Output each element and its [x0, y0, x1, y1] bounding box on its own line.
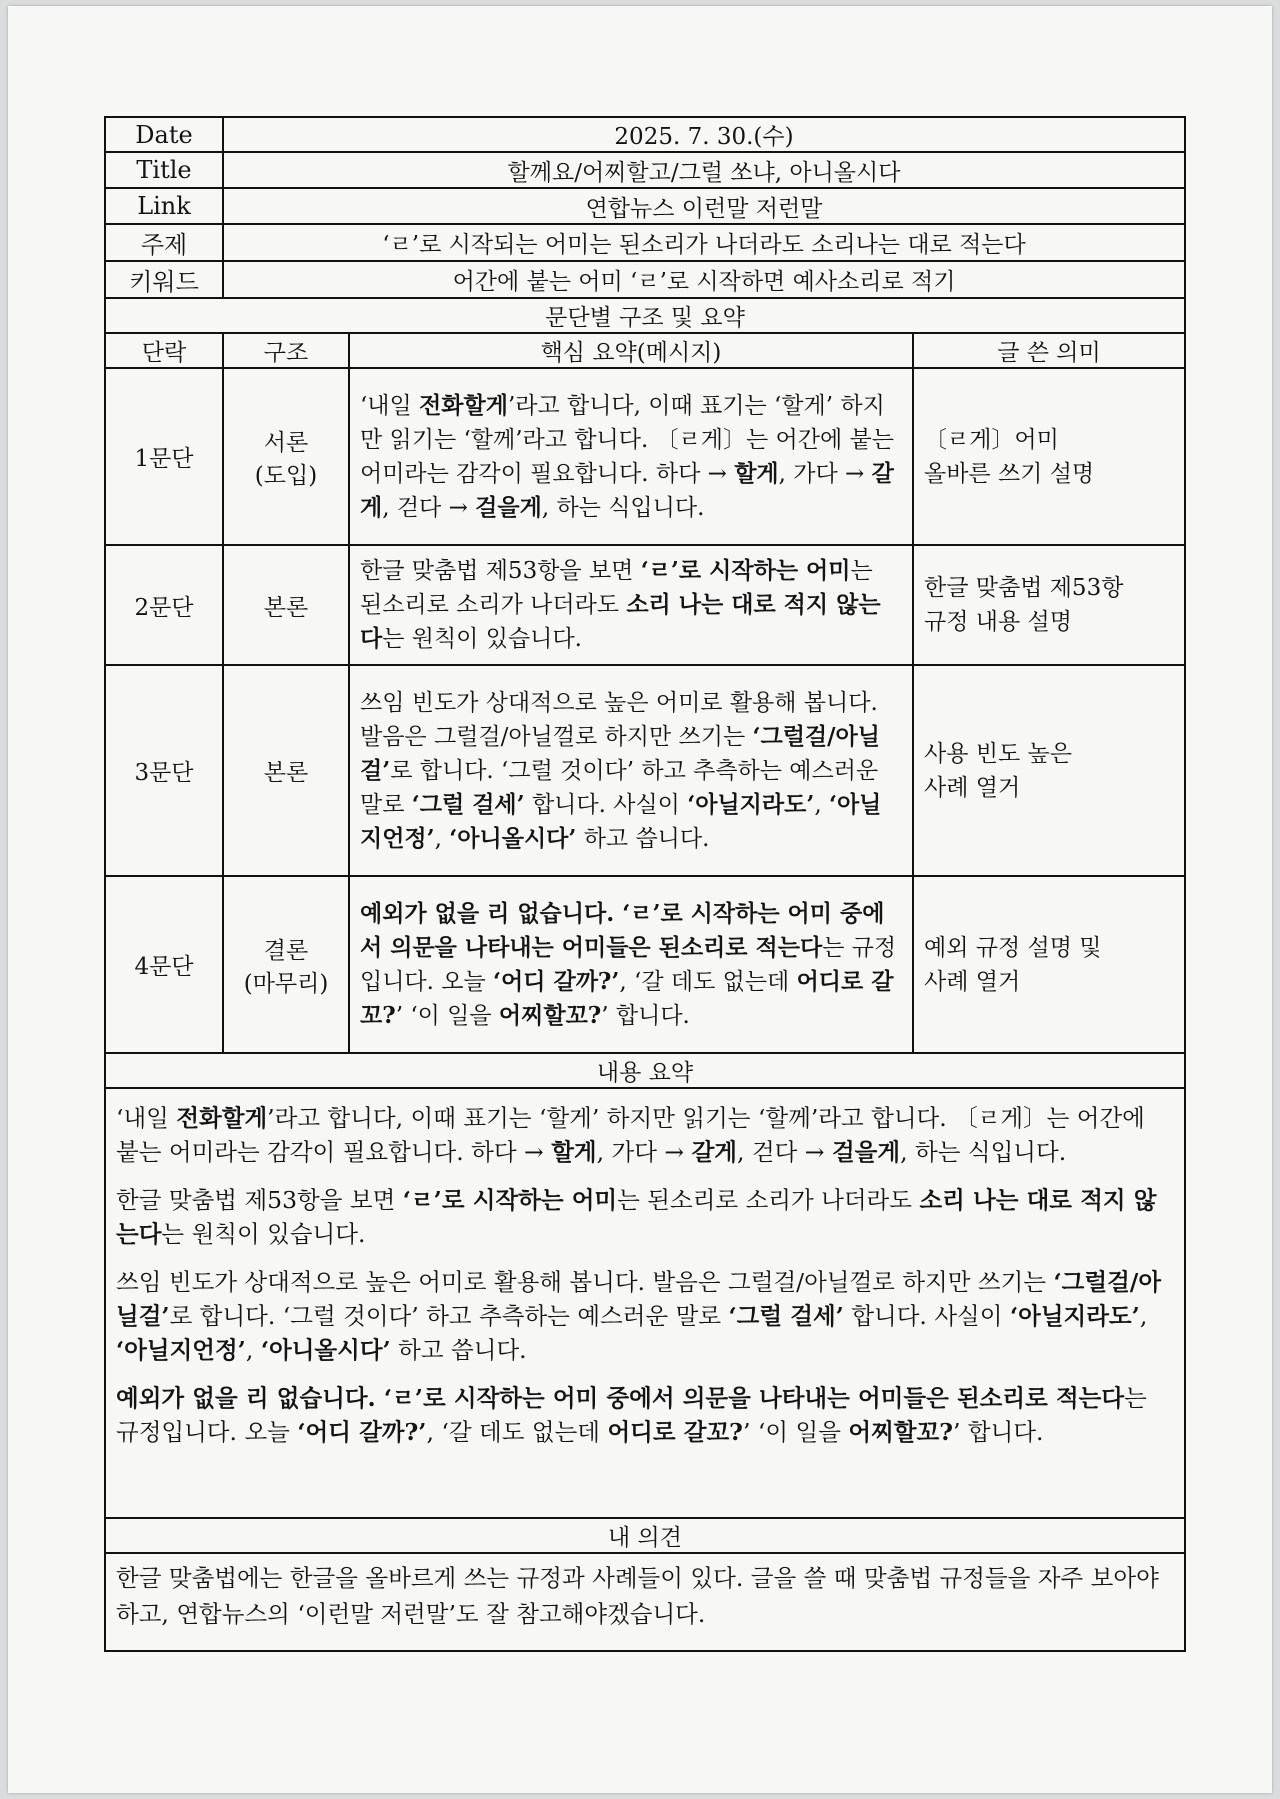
- body-text: ,: [245, 1336, 261, 1364]
- body-text: 로 합니다. ‘그럴 것이다’ 하고 추측하는 예스러운 말로: [360, 757, 879, 818]
- body-text: ’ ‘이 일을: [742, 1418, 849, 1446]
- structure-sub: (도입): [254, 462, 318, 489]
- date-row: [105, 117, 1185, 152]
- body-text: ’ ‘이 일을: [395, 1002, 499, 1029]
- emphasis-text: ‘아닐지언정’: [360, 790, 882, 852]
- opinion-row: [105, 1553, 1185, 1651]
- meaning-line: 규정 내용 설명: [924, 609, 1072, 635]
- meaning-line: 예외 규정 설명 및: [924, 934, 1102, 961]
- link-value: 연합뉴스 이런말 저런말: [223, 188, 1185, 224]
- body-text: ,: [1139, 1302, 1148, 1330]
- emphasis-text: ‘아닐지라도’: [1009, 1302, 1140, 1330]
- meaning-line: 〔ㄹ게〕어미: [924, 426, 1059, 453]
- topic-value: ‘ㄹ’로 시작되는 어미는 된소리가 나더라도 소리나는 대로 적는다: [223, 224, 1185, 261]
- emphasis-text: 걸을게: [831, 1138, 901, 1166]
- content-summary-body: [105, 1088, 1185, 1518]
- meaning-cell: [913, 876, 1185, 1053]
- structure-main: 본론: [263, 760, 309, 786]
- emphasis-text: ‘아닐지언정’: [116, 1336, 246, 1364]
- emphasis-text: ‘어디 갈까?’: [297, 1418, 427, 1446]
- emphasis-text: 예외가 없을 리 없습니다. ‘ㄹ’로 시작하는 어미 중에서 의문을 나타내는 어미들은 된소리로 적는다: [116, 1384, 1125, 1412]
- paper-sheet: [8, 6, 1272, 1793]
- table-row: [105, 368, 1185, 545]
- body-text: ,: [434, 825, 450, 852]
- emphasis-text: 예외가 없을 리 없습니다. ‘ㄹ’로 시작하는 어미 중에서 의문을 나타내는 어미들은 된소리로 적는다: [360, 899, 885, 961]
- body-text: 는 된소리로 소리가 나더라도: [617, 1186, 920, 1214]
- structure-main: 본론: [263, 594, 309, 621]
- summary-message: [349, 545, 913, 665]
- emphasis-text: 소리 나는 대로 적지 않는다: [360, 591, 881, 652]
- paragraph-number: 1문단: [105, 368, 223, 545]
- meaning-cell: [913, 545, 1185, 665]
- emphasis-text: ‘어디 갈까?’: [493, 967, 620, 995]
- body-text: , ‘갈 데도 없는데: [619, 968, 797, 995]
- worksheet-table: [104, 116, 1186, 1652]
- emphasis-text: 어디로 갈꼬?: [607, 1418, 743, 1446]
- meaning-line: 사용 빈도 높은: [924, 740, 1072, 767]
- emphasis-text: ‘그럴걸/아닐걸’: [116, 1268, 1162, 1330]
- structure-cell: [223, 665, 349, 876]
- emphasis-text: 전화할게: [176, 1104, 268, 1132]
- emphasis-text: ‘ㄹ’로 시작하는 어미: [402, 1186, 618, 1214]
- paragraph-number: 2문단: [105, 545, 223, 665]
- structure-section-title: 문단별 구조 및 요약: [105, 298, 1185, 333]
- summary-paragraph: [116, 1095, 1174, 1175]
- emphasis-text: 갈게: [691, 1138, 737, 1166]
- body-text: 는 규정입니다. 오늘: [116, 1384, 1147, 1446]
- body-text: ’라고 합니다, 이때 표기는 ‘할게’ 하지만 읽기는 ‘할께’라고 합니다. 〔ㄹ게〕는 어간에 붙는 어미라는 감각이 필요합니다. 하다 →: [360, 392, 894, 487]
- content-summary-row: [105, 1088, 1185, 1518]
- emphasis-text: ‘아니올시다’: [260, 1336, 391, 1364]
- content-summary-title: 내용 요약: [105, 1053, 1185, 1088]
- body-text: 는 원칙이 있습니다.: [382, 626, 582, 652]
- body-text: , 가다 →: [778, 460, 872, 487]
- body-text: ’ 합니다.: [952, 1418, 1044, 1446]
- body-text: 는 된소리로 소리가 나더라도: [360, 558, 873, 618]
- emphasis-text: ‘그럴 걸세’: [411, 790, 525, 818]
- structure-sub: (마무리): [243, 970, 329, 997]
- emphasis-text: 할게: [734, 459, 779, 487]
- body-text: , 가다 →: [596, 1138, 692, 1166]
- meaning-cell: [913, 665, 1185, 876]
- body-text: 합니다. 사실이: [524, 791, 688, 818]
- keyword-label: 키워드: [105, 261, 223, 298]
- body-text: 쓰임 빈도가 상대적으로 높은 어미로 활용해 봅니다. 발음은 그럴걸/아닐껄로 하지만 쓰기는: [116, 1268, 1054, 1296]
- title-value: 할께요/어찌할고/그럴 쏘냐, 아니올시다: [223, 152, 1185, 188]
- meaning-line: 사례 열거: [924, 774, 1021, 801]
- emphasis-text: ‘그럴 걸세’: [728, 1302, 844, 1330]
- body-text: ‘내일: [360, 392, 420, 419]
- summary-message: [349, 368, 913, 545]
- body-text: , ‘갈 데도 없는데: [426, 1418, 608, 1446]
- body-text: , 걷다 →: [737, 1138, 832, 1166]
- summary-message: [349, 876, 913, 1053]
- keyword-row: [105, 261, 1185, 298]
- emphasis-text: 전화할게: [419, 391, 508, 419]
- opinion-title: 내 의견: [105, 1518, 1185, 1553]
- paragraph-number: 4문단: [105, 876, 223, 1053]
- paragraph-number: 3문단: [105, 665, 223, 876]
- date-label: Date: [105, 117, 223, 152]
- opinion-header: [105, 1518, 1185, 1553]
- table-row: [105, 545, 1185, 665]
- emphasis-text: ‘ㄹ’로 시작하는 어미: [640, 557, 851, 584]
- body-text: 로 합니다. ‘그럴 것이다’ 하고 추측하는 예스러운 말로: [169, 1302, 729, 1330]
- opinion-text: 한글 맞춤법에는 한글을 올바르게 쓰는 규정과 사례들이 있다. 글을 쓸 때 맞춤법 규정들을 자주 보아야 하고, 연합뉴스의 ‘이런말 저런말’도 잘 참고해야겠습니다.: [105, 1553, 1185, 1651]
- body-text: , 하는 식입니다.: [541, 494, 705, 521]
- structure-column-headers: [105, 333, 1185, 368]
- title-row: [105, 152, 1185, 188]
- col-structure-header: 구조: [223, 333, 349, 368]
- body-text: ’ 합니다.: [601, 1002, 690, 1029]
- col-meaning-header: 글 쓴 의미: [913, 333, 1185, 368]
- body-text: 한글 맞춤법 제53항을 보면: [360, 558, 641, 584]
- title-label: Title: [105, 152, 223, 188]
- body-text: ,: [814, 791, 829, 818]
- keyword-value: 어간에 붙는 어미 ‘ㄹ’로 시작하면 예사소리로 적기: [223, 261, 1185, 298]
- body-text: 는 규정입니다. 오늘: [360, 934, 897, 995]
- link-label: Link: [105, 188, 223, 224]
- date-value: 2025. 7. 30.(수): [223, 117, 1185, 152]
- summary-paragraph: [116, 1259, 1174, 1373]
- body-text: 는 원칙이 있습니다.: [161, 1220, 366, 1248]
- emphasis-text: 어디로 갈꼬?: [360, 967, 894, 1029]
- topic-row: [105, 224, 1185, 261]
- meaning-line: 올바른 쓰기 설명: [924, 460, 1095, 487]
- table-row: [105, 665, 1185, 876]
- structure-section-header: [105, 298, 1185, 333]
- emphasis-text: 걸을게: [475, 493, 542, 521]
- structure-cell: [223, 876, 349, 1053]
- meaning-cell: [913, 368, 1185, 545]
- emphasis-text: 어찌할꼬?: [848, 1418, 953, 1446]
- structure-main: 서론: [263, 429, 309, 456]
- body-text: 쓰임 빈도가 상대적으로 높은 어미로 활용해 봅니다. 발음은 그럴걸/아닐껄로 하지만 쓰기는: [360, 689, 878, 750]
- col-paragraph-header: 단락: [105, 333, 223, 368]
- summary-paragraph: [116, 1177, 1174, 1257]
- body-text: 하고 씁니다.: [390, 1336, 527, 1364]
- emphasis-text: 갈게: [360, 459, 894, 521]
- col-summary-header: 핵심 요약(메시지): [349, 333, 913, 368]
- emphasis-text: 소리 나는 대로 적지 않는다: [116, 1186, 1157, 1248]
- summary-message: [349, 665, 913, 876]
- structure-main: 결론: [263, 937, 309, 964]
- meaning-line: 사례 열거: [924, 968, 1021, 995]
- body-text: ‘내일: [116, 1104, 177, 1132]
- link-row: [105, 188, 1185, 224]
- topic-label: 주제: [105, 224, 223, 261]
- content-summary-header: [105, 1053, 1185, 1088]
- structure-cell: [223, 545, 349, 665]
- emphasis-text: 할게: [551, 1138, 597, 1166]
- summary-paragraph: [116, 1375, 1174, 1455]
- body-text: 한글 맞춤법 제53항을 보면: [116, 1186, 403, 1214]
- meaning-line: 한글 맞춤법 제53항: [924, 575, 1124, 601]
- body-text: 합니다. 사실이: [843, 1302, 1010, 1330]
- structure-cell: [223, 368, 349, 545]
- body-text: 하고 씁니다.: [576, 825, 710, 852]
- emphasis-text: 어찌할꼬?: [498, 1001, 602, 1029]
- emphasis-text: ‘아니올시다’: [449, 824, 577, 852]
- table-row: [105, 876, 1185, 1053]
- body-text: , 하는 식입니다.: [900, 1138, 1067, 1166]
- emphasis-text: ‘그럴걸/아닐걸’: [360, 722, 880, 784]
- body-text: , 걷다 →: [382, 494, 476, 521]
- body-text: ’라고 합니다, 이때 표기는 ‘할게’ 하지만 읽기는 ‘할께’라고 합니다. 〔ㄹ게〕는 어간에 붙는 어미라는 감각이 필요합니다. 하다 →: [116, 1104, 1145, 1166]
- emphasis-text: ‘아닐지라도’: [687, 790, 815, 818]
